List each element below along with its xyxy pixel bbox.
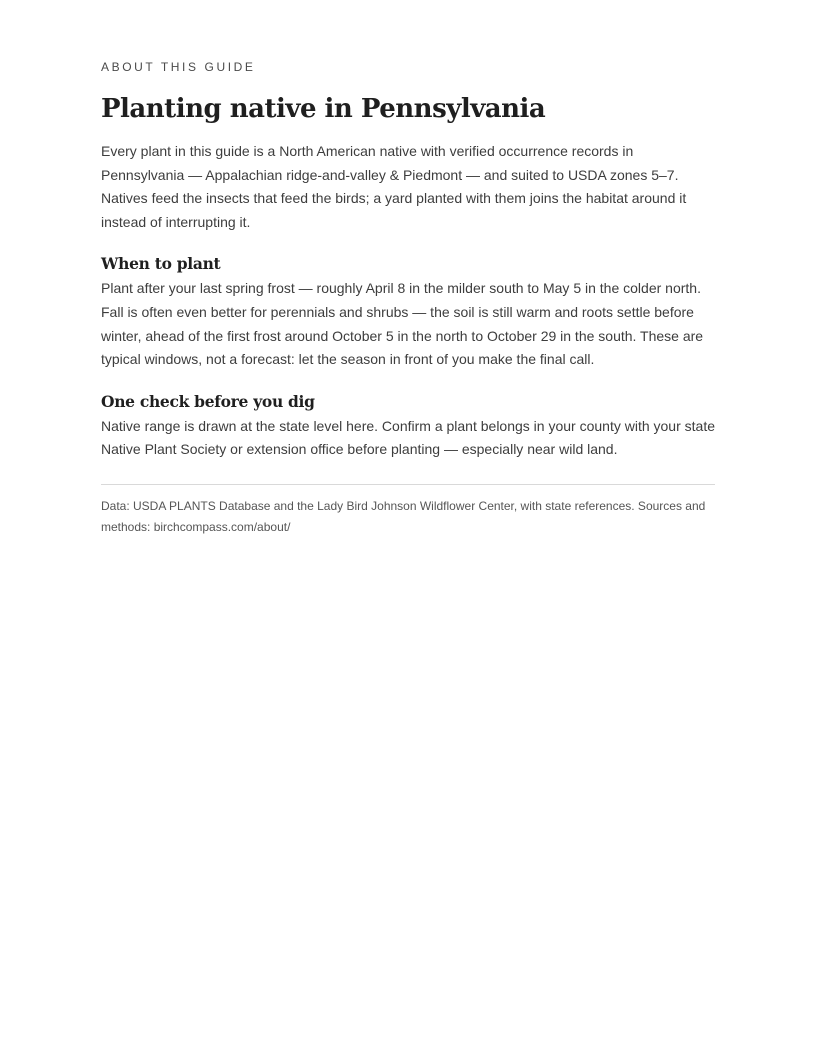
intro-paragraph: Every plant in this guide is a North American native with verified occurrence records in Pennsylvania — Appalachian ridge-and-valley & Piedmont — and suited to USDA zones 5–7. Natives feed the insects that feed the birds; a yard planted with them joins the habitat around it instead of interrupting it. [101, 143, 687, 230]
when-to-plant-heading: When to plant [101, 254, 221, 274]
page-title: Planting native in Pennsylvania [101, 94, 546, 124]
sources-footnote: Data: USDA PLANTS Database and the Lady Bird Johnson Wildflower Center, with state references. Sources and methods: birchcompass.com/about/ [101, 498, 706, 534]
check-before-dig-paragraph: Native range is drawn at the state level here. Confirm a plant belongs in your county with your state Native Plant Society or extension office before planting — especially near wild land. [101, 417, 715, 458]
footer-divider [101, 484, 715, 485]
when-to-plant-section [101, 253, 715, 371]
check-before-dig-heading: One check before you dig [101, 391, 315, 411]
section-eyebrow: ABOUT THIS GUIDE [101, 60, 256, 74]
check-before-dig-section [101, 391, 715, 462]
when-to-plant-paragraph: Plant after your last spring frost — roughly April 8 in the milder south to May 5 in the colder north. Fall is often even better for perennials and shrubs — the soil is still warm and roots settle before winter, ahead of the first frost around October 5 in the north to October 29 in the south. These are typical windows, not a forecast: let the season in front of you make the final call. [101, 280, 704, 368]
about-guide-page [101, 58, 715, 538]
